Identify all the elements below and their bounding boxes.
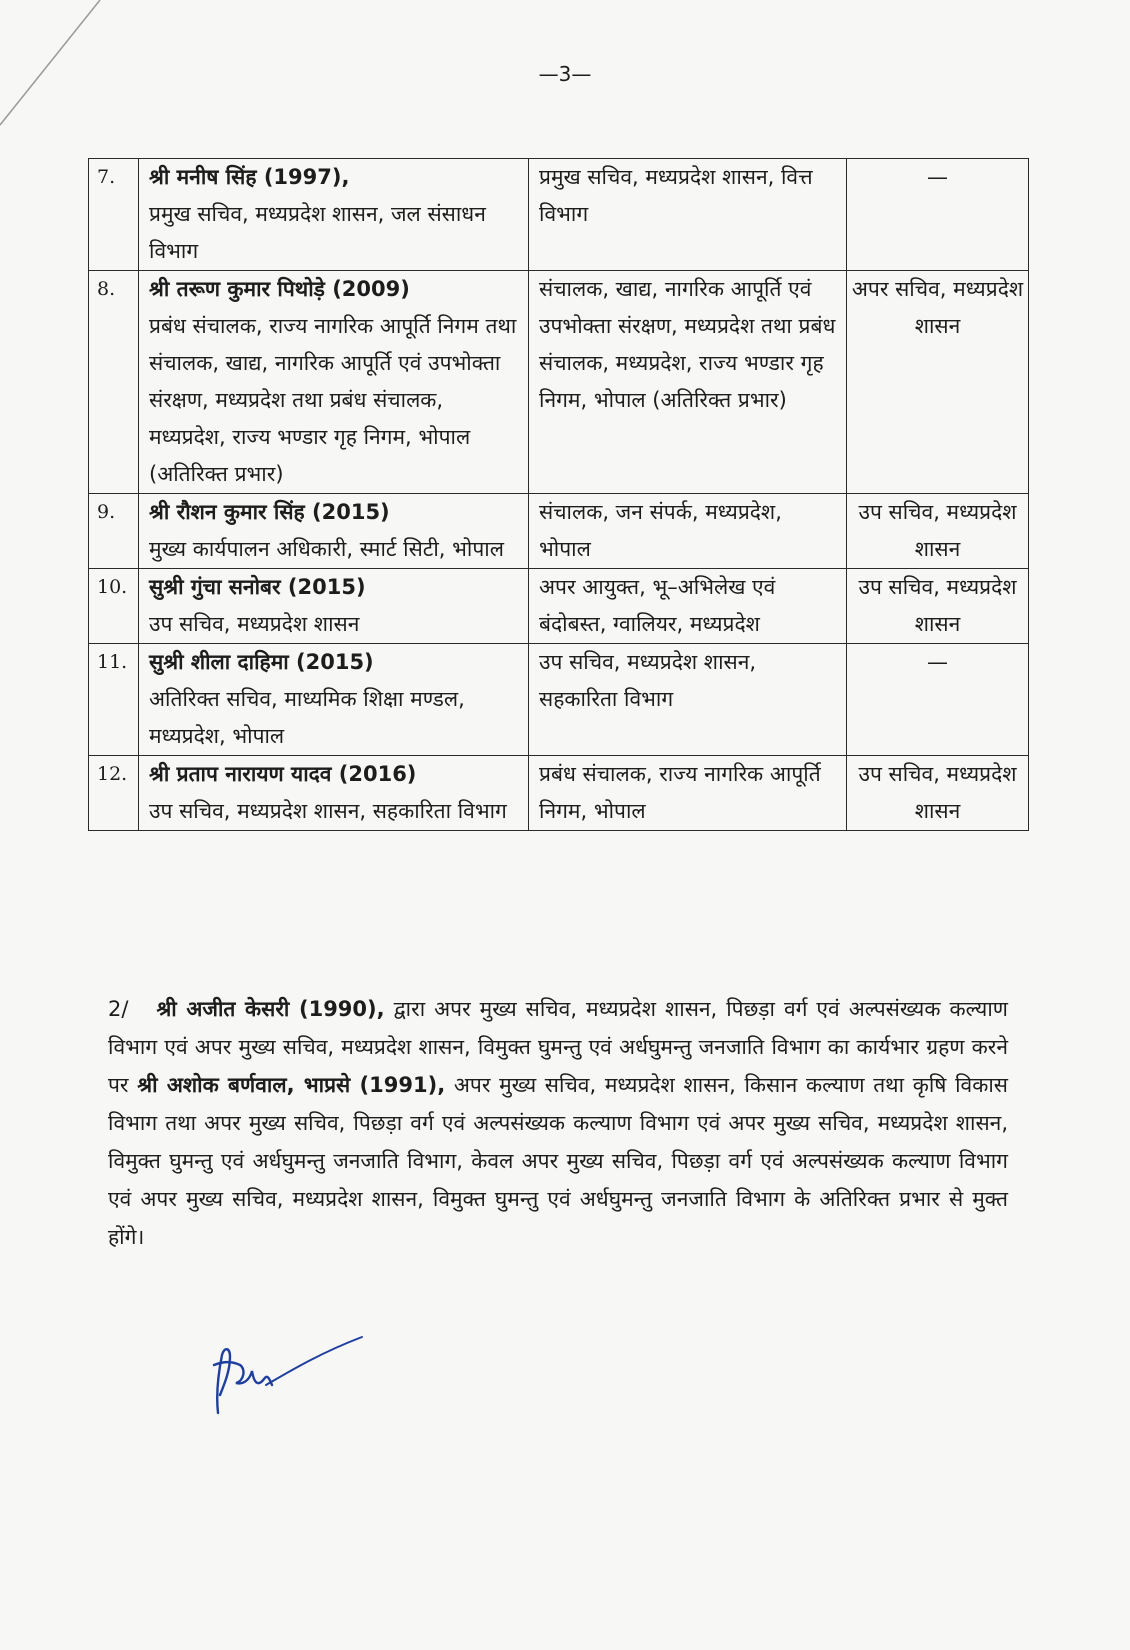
table-row [89, 569, 1029, 644]
officer-name: श्री मनीष सिंह (1997), [149, 165, 350, 189]
serial-number: 12. [89, 756, 139, 831]
table-row [89, 159, 1029, 271]
officer-cell [139, 159, 529, 271]
officer-cell [139, 756, 529, 831]
officer-name: श्री तरूण कुमार पिथोड़े (2009) [149, 277, 410, 301]
officer-name-ashok-barnwal: श्री अशोक बर्णवाल, भाप्रसे (1991), [137, 1073, 446, 1097]
current-post: अतिरिक्त सचिव, माध्यमिक शिक्षा मण्डल, मध्यप्रदेश, भोपाल [149, 687, 465, 748]
current-post: उप सचिव, मध्यप्रदेश शासन [149, 612, 360, 636]
remark: उप सचिव, मध्यप्रदेश शासन [847, 494, 1029, 569]
paragraph-number: 2/ [108, 997, 129, 1021]
current-post: प्रमुख सचिव, मध्यप्रदेश शासन, जल संसाधन विभाग [149, 202, 486, 263]
order-paragraph [108, 990, 1008, 1256]
serial-number: 9. [89, 494, 139, 569]
handwritten-signature [210, 1335, 370, 1425]
new-post: प्रमुख सचिव, मध्यप्रदेश शासन, वित्त विभाग [529, 159, 847, 271]
current-post: मुख्य कार्यपालन अधिकारी, स्मार्ट सिटी, भोपाल [149, 537, 504, 561]
current-post: उप सचिव, मध्यप्रदेश शासन, सहकारिता विभाग [149, 799, 507, 823]
page-number: —3— [538, 62, 592, 86]
officer-cell [139, 271, 529, 494]
officer-name: श्री रौशन कुमार सिंह (2015) [149, 500, 390, 524]
serial-number: 11. [89, 644, 139, 756]
new-post: प्रबंध संचालक, राज्य नागरिक आपूर्ति निगम, भोपाल [529, 756, 847, 831]
officer-name-ajeet-kesari: श्री अजीत केसरी (1990), [156, 997, 385, 1021]
transfer-table [88, 158, 1029, 831]
table-row [89, 756, 1029, 831]
officer-cell [139, 494, 529, 569]
new-post: अपर आयुक्त, भू–अभिलेख एवं बंदोबस्त, ग्वालियर, मध्यप्रदेश [529, 569, 847, 644]
table-row [89, 271, 1029, 494]
current-post: प्रबंध संचालक, राज्य नागरिक आपूर्ति निगम तथा संचालक, खाद्य, नागरिक आपूर्ति एवं उपभोक्ता संरक्षण, मध्यप्रदेश तथा प्रबंध संचालक, मध्यप्रदेश, राज्य भण्डार गृह निगम, भोपाल (अतिरिक्त प्रभार) [149, 314, 517, 486]
officer-cell [139, 644, 529, 756]
officer-name: सुश्री शीला दाहिमा (2015) [149, 650, 374, 674]
paragraph-text-part-1: द्वारा अपर मुख्य सचिव, मध्यप्रदेश शासन, पिछड़ा वर्ग एवं अल्पसंख्यक कल्याण विभाग एवं अपर मुख्य सचिव, मध्यप्रदेश शासन, विमुक्त घुमन्तु एवं अर्धघुमन्तु जनजाति विभाग का कार्यभार ग्रहण करने पर [108, 997, 1008, 1097]
remark: उप सचिव, मध्यप्रदेश शासन [847, 569, 1029, 644]
remark: अपर सचिव, मध्यप्रदेश शासन [847, 271, 1029, 494]
remark: — [847, 159, 1029, 271]
new-post: उप सचिव, मध्यप्रदेश शासन, सहकारिता विभाग [529, 644, 847, 756]
table-row [89, 644, 1029, 756]
officer-cell [139, 569, 529, 644]
serial-number: 10. [89, 569, 139, 644]
serial-number: 7. [89, 159, 139, 271]
new-post: संचालक, खाद्य, नागरिक आपूर्ति एवं उपभोक्ता संरक्षण, मध्यप्रदेश तथा प्रबंध संचालक, मध्यप्रदेश, राज्य भण्डार गृह निगम, भोपाल (अतिरिक्त प्रभार) [529, 271, 847, 494]
officer-name: सुश्री गुंचा सनोबर (2015) [149, 575, 366, 599]
paragraph-text-part-2: अपर मुख्य सचिव, मध्यप्रदेश शासन, किसान कल्याण तथा कृषि विकास विभाग तथा अपर मुख्य सचिव, पिछड़ा वर्ग एवं अल्पसंख्यक कल्याण विभाग एवं अपर मुख्य सचिव, मध्यप्रदेश शासन, विमुक्त घुमन्तु एवं अर्धघुमन्तु जनजाति विभाग, केवल अपर मुख्य सचिव, पिछड़ा वर्ग एवं अल्पसंख्यक कल्याण विभाग एवं अपर मुख्य सचिव, मध्यप्रदेश शासन, विमुक्त घुमन्तु एवं अर्धघुमन्तु जनजाति विभाग के अतिरिक्त प्रभार से मुक्त होंगे। [108, 1073, 1008, 1249]
new-post: संचालक, जन संपर्क, मध्यप्रदेश, भोपाल [529, 494, 847, 569]
remark: — [847, 644, 1029, 756]
officer-name: श्री प्रताप नारायण यादव (2016) [149, 762, 417, 786]
table-row [89, 494, 1029, 569]
remark: उप सचिव, मध्यप्रदेश शासन [847, 756, 1029, 831]
serial-number: 8. [89, 271, 139, 494]
